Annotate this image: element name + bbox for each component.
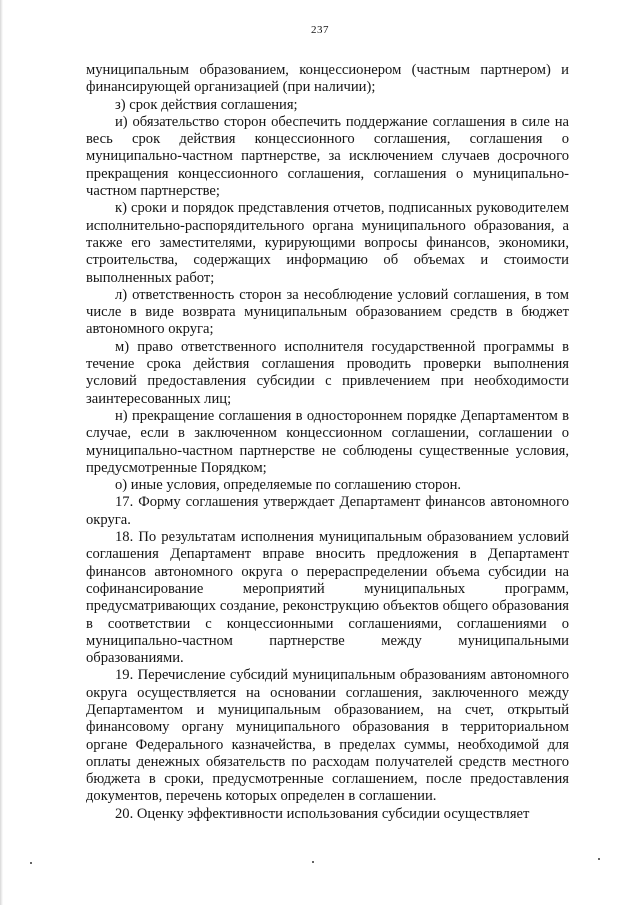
paragraph-item-n: н) прекращение соглашения в одностороннем порядке Департаментом в случае, если в заключенном концессионном соглашении, соглашении о муниципально-частном партнерстве не соблюдены существенные условия, предусмотренные Порядком; <box>86 407 569 476</box>
paragraph-20: 20. Оценку эффективности использования субсидии осуществляет <box>115 805 530 822</box>
paragraph-item-m: м) право ответственного исполнителя государственной программы в течение срока действия соглашения проводить проверки выполнения условий предоставления субсидии с привлечением при необходимости заинтересованных лиц; <box>86 338 569 407</box>
paragraph-continuation: муниципальным образованием, концессионером (частным партнером) и финансирующей организацией (при наличии); <box>86 62 569 96</box>
paragraph-item-i: и) обязательство сторон обеспечить поддержание соглашения в силе на весь срок действия концессионного соглашения, соглашения о муниципально-частном партнерстве, за исключением случаев досрочного прекращения концессионного соглашения, соглашения о муниципально-частном партнерстве; <box>86 113 569 200</box>
paragraph-item-l: л) ответственность сторон за несоблюдение условий соглашения, в том числе в виде возврата муниципальным образованием средств в бюджет автономного округа; <box>86 286 569 338</box>
paragraph-18: 18. По результатам исполнения муниципальным образованием условий соглашения Департамент вправе вносить предложения в Департамент финансов автономного округа о перераспределении объема субсидии на софинансирование мероприятий муниципальных программ, предусматривающих создание, реконструкцию объектов общего образования в соответствии с концессионными соглашениями, соглашениями о муниципально-частном партнерстве между муниципальными образованиями. <box>86 529 569 667</box>
paragraph-19: 19. Перечисление субсидий муниципальным образованиям автономного округа осуществляется на основании соглашения, заключенного между Департаментом и муниципальным образованием, на счет, открытый финансовому органу муниципального образования в территориальном органе Федерального казначейства, в пределах суммы, необходимой для оплаты денежных обязательств по расходам получателей средств местного бюджета в сроки, предусмотренные соглашением, после предоставления документов, перечень которых определен в соглашении. <box>86 667 569 805</box>
document-body <box>86 62 569 823</box>
paragraph-item-k: к) сроки и порядок представления отчетов, подписанных руководителем исполнительно-распорядительного органа муниципального образования, а также его заместителями, курирующими вопросы финансов, экономики, строительства, содержащих информацию об объемах и стоимости выполненных работ; <box>86 200 569 286</box>
page-number: 237 <box>311 24 329 36</box>
scan-speck <box>598 858 600 860</box>
scan-speck <box>312 861 314 863</box>
scan-edge <box>0 0 3 905</box>
paragraph-17: 17. Форму соглашения утверждает Департамент финансов автономного округа. <box>86 494 569 528</box>
scan-speck <box>30 862 32 864</box>
paragraph-item-o: о) иные условия, определяемые по соглашению сторон. <box>115 477 462 494</box>
paragraph-item-z: з) срок действия соглашения; <box>115 96 298 113</box>
